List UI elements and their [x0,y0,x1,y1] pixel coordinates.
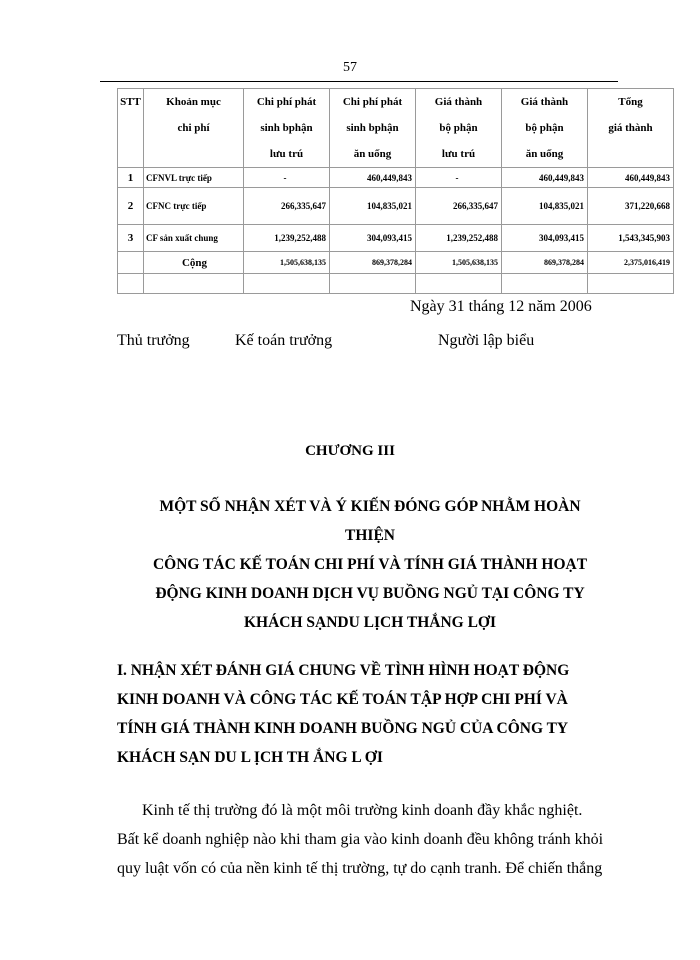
section-heading [117,656,637,772]
row-stt: 2 [118,188,144,225]
cell-value: - [416,168,502,188]
cost-table [117,88,674,294]
section-heading-line: TÍNH GIÁ THÀNH KINH DOANH BUỒNG NGỦ CỦA CÔNG TY [117,720,569,737]
signature-preparer: Người lập biểu [438,332,535,349]
cell-value: 1,239,252,488 [244,225,330,252]
empty-cell [144,274,244,294]
paragraph-line: quy luật vốn có của nền kinh tế thị trường, tự do cạnh tranh. Để chiến thắng [117,860,603,877]
chapter-title-line: ĐỘNG KINH DOANH DỊCH VỤ BUỒNG NGỦ TẠI CÔNG TY [155,585,585,602]
cell-value: 304,093,415 [502,225,588,252]
cell-value: 371,220,668 [588,188,674,225]
chapter-heading: CHƯƠNG III [305,443,395,459]
section-heading-line: KHÁCH SẠN DU L ỊCH TH ẮNG L ỢI [117,749,383,766]
empty-cell [244,274,330,294]
header-cell: Khoản mục chi phí [144,89,244,168]
table-row [118,168,674,188]
signature-director: Thủ trưởng [117,332,190,349]
cell-value: - [244,168,330,188]
total-label: Cộng [144,252,244,274]
empty-cell [118,252,144,274]
table-total-row [118,252,674,274]
paragraph-line: Bất kể doanh nghiệp nào khi tham gia vào kinh doanh đều không tránh khỏi [117,831,604,848]
header-cell: Chi phí phát sinh bphận ăn uống [330,89,416,168]
cell-value: 266,335,647 [244,188,330,225]
chapter-title-line: MỘT SỐ NHẬN XÉT VÀ Ý KIẾN ĐÓNG GÓP NHẰM HOÀN [159,498,581,515]
body-paragraph [117,796,617,883]
cell-value: 1,543,345,903 [588,225,674,252]
chapter-title-line: CÔNG TÁC KẾ TOÁN CHI PHÍ VÀ TÍNH GIÁ THÀNH HOẠT [152,556,588,573]
section-heading-line: I. NHẬN XÉT ĐÁNH GIÁ CHUNG VỀ TÌNH HÌNH HOẠT ĐỘNG [117,662,570,679]
row-item: CF sản xuất chung [144,225,244,252]
total-value: 1,505,638,135 [416,252,502,274]
header-cell: Giá thành bộ phận ăn uống [502,89,588,168]
paragraph-line: Kinh tế thị trường đó là một môi trường kinh doanh đầy khắc nghiệt. [142,802,583,819]
cell-value: 460,449,843 [502,168,588,188]
empty-cell [118,274,144,294]
empty-cell [416,274,502,294]
table-blank-row [118,274,674,294]
cell-value: 460,449,843 [588,168,674,188]
table-header-row [118,89,674,168]
chapter-title-line: KHÁCH SẠNDU LỊCH THẮNG LỢI [243,614,497,631]
table-row [118,188,674,225]
total-value: 869,378,284 [330,252,416,274]
total-value: 1,505,638,135 [244,252,330,274]
cell-value: 1,239,252,488 [416,225,502,252]
row-stt: 3 [118,225,144,252]
cell-value: 304,093,415 [330,225,416,252]
cell-value: 104,835,021 [502,188,588,225]
header-cell: STT [118,89,144,168]
table-row [118,225,674,252]
chapter-title-line: THIỆN [345,527,395,544]
header-cell: Tổng giá thành [588,89,674,168]
cell-value: 104,835,021 [330,188,416,225]
chapter-title [120,492,620,637]
signature-chief-accountant: Kế toán trưởng [235,332,333,349]
header-cell: Chi phí phát sinh bphận lưu trú [244,89,330,168]
row-item: CFNC trực tiếp [144,188,244,225]
header-cell: Giá thành bộ phận lưu trú [416,89,502,168]
row-item: CFNVL trực tiếp [144,168,244,188]
total-value: 869,378,284 [502,252,588,274]
total-value: 2,375,016,419 [588,252,674,274]
date-line: Ngày 31 tháng 12 năm 2006 [410,298,592,315]
header-rule [100,81,618,82]
empty-cell [330,274,416,294]
cell-value: 266,335,647 [416,188,502,225]
empty-cell [502,274,588,294]
page-number: 57 [343,60,357,75]
cell-value: 460,449,843 [330,168,416,188]
section-heading-line: KINH DOANH VÀ CÔNG TÁC KẾ TOÁN TẬP HỢP CHI PHÍ VÀ [117,691,568,708]
row-stt: 1 [118,168,144,188]
empty-cell [588,274,674,294]
